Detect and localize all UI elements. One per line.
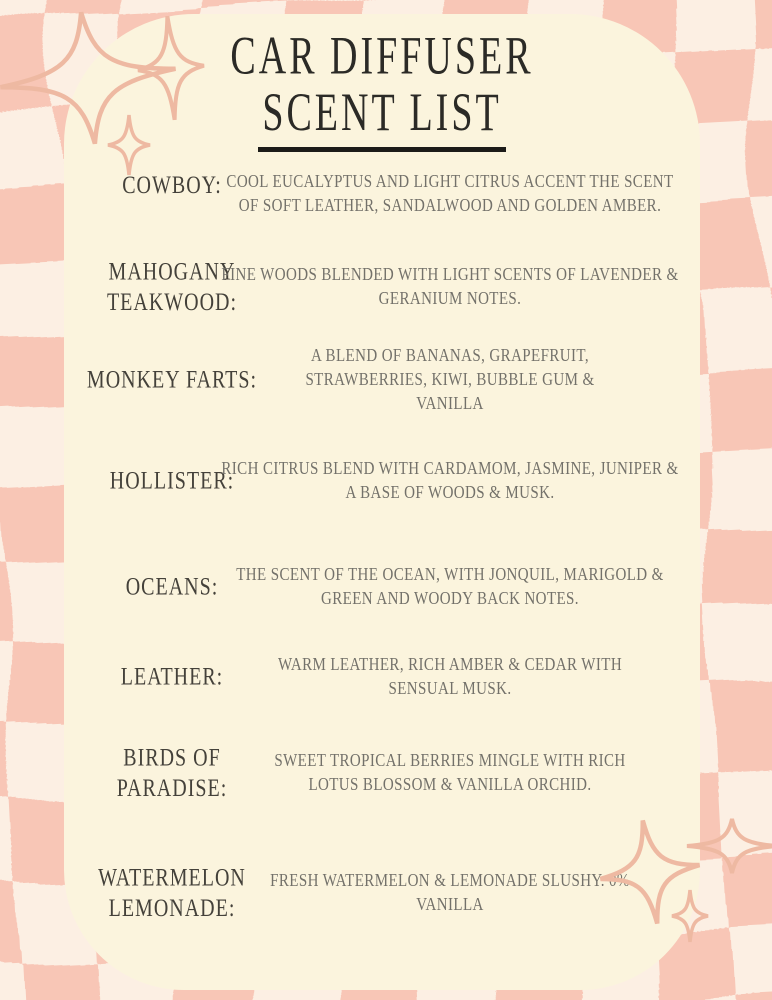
- scent-row: [64, 558, 700, 616]
- scent-name: BIRDS OF PARADISE:: [116, 743, 228, 803]
- scent-card: [64, 14, 700, 990]
- scent-name: MAHOGANY TEAKWOOD:: [106, 257, 238, 317]
- scent-description: SWEET TROPICAL BERRIES MINGLE WITH RICH LOTUS BLOSSOM & VANILLA ORCHID.: [274, 751, 626, 795]
- scent-name: OCEANS:: [125, 572, 219, 602]
- scent-description: WARM LEATHER, RICH AMBER & CEDAR WITH SENSUAL MUSK.: [277, 655, 623, 699]
- scent-name: WATERMELON LEMONADE:: [98, 863, 246, 923]
- scent-description: A BLEND OF BANANAS, GRAPEFRUIT, STRAWBERRIES, KIWI, BUBBLE GUM & VANILLA: [305, 346, 595, 414]
- scent-row: [64, 250, 700, 324]
- scent-row: [64, 170, 700, 248]
- scent-row: [64, 452, 700, 510]
- scent-description: RICH CITRUS BLEND WITH CARDAMOM, JASMINE, JUNIPER & A BASE OF WOODS & MUSK.: [221, 459, 679, 503]
- scent-name: COWBOY:: [122, 171, 222, 200]
- scent-row: [64, 338, 700, 422]
- poster-title-line1: CAR DIFFUSER: [230, 26, 534, 87]
- scent-row: [64, 650, 700, 704]
- poster-title-line2: SCENT LIST: [262, 83, 502, 144]
- scent-description: COOL EUCALYPTUS AND LIGHT CITRUS ACCENT THE SCENT OF SOFT LEATHER, SANDALWOOD AND GOLDEN AMBER.: [226, 172, 674, 216]
- scent-name: HOLLISTER:: [109, 466, 235, 496]
- scent-name: LEATHER:: [120, 662, 224, 692]
- scent-description: FINE WOODS BLENDED WITH LIGHT SCENTS OF LAVENDER & GERANIUM NOTES.: [221, 265, 679, 309]
- scent-description: THE SCENT OF THE OCEAN, WITH JONQUIL, MARIGOLD & GREEN AND WOODY BACK NOTES.: [236, 565, 664, 609]
- title-underline: [258, 147, 506, 152]
- scent-description: FRESH WATERMELON & LEMONADE SLUSHY. 0% VANILLA: [270, 871, 630, 915]
- scent-row: [64, 735, 700, 811]
- scent-row: [64, 843, 700, 943]
- poster-title: [64, 28, 700, 142]
- scent-name: MONKEY FARTS:: [86, 365, 258, 395]
